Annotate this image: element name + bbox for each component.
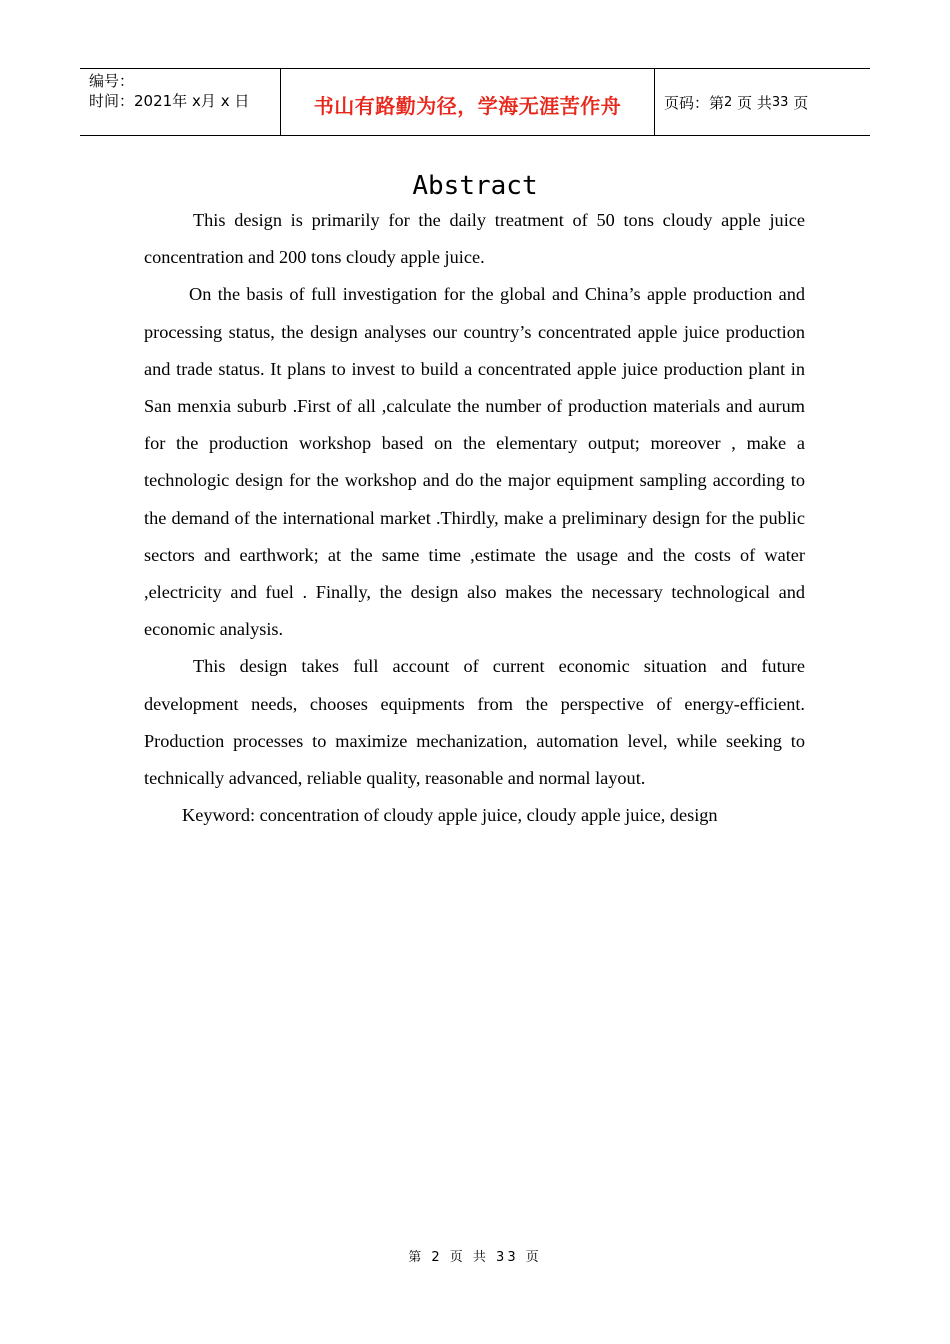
header-motto: 书山有路勤为径，学海无涯苦作舟 <box>313 93 622 118</box>
page-prefix: 页码：第 <box>664 93 725 112</box>
page-mid: 页 共 <box>737 93 772 112</box>
date-year-suffix: 年 <box>172 92 188 110</box>
header-page-cell <box>655 69 870 135</box>
page-header <box>80 68 870 136</box>
page-total-number: 33 <box>771 94 789 110</box>
date-day-suffix: 日 <box>234 92 250 110</box>
abstract-body <box>144 202 805 834</box>
date-month: x <box>192 92 201 110</box>
page-suffix: 页 <box>793 93 809 112</box>
date-year: 2021 <box>134 92 173 110</box>
header-motto-cell <box>281 69 655 135</box>
document-title: Abstract <box>412 171 538 201</box>
header-meta-cell <box>80 69 281 135</box>
document-number-label: 编号： <box>89 72 135 90</box>
page-footer: 第 2 页 共 33 页 <box>408 1250 542 1265</box>
abstract-paragraph-1: This design is primarily for the daily treatment of 50 tons cloudy apple juice concentration and 200 tons cloudy apple juice. <box>144 210 805 268</box>
document-date <box>89 91 280 111</box>
abstract-paragraph-2: On the basis of full investigation for the global and China’s apple production and processing status, the design analyses our country’s concentrated apple juice production and trade status. It plans to invest to build a concentrated apple juice production plant in San menxia suburb .First of all ,calculate the number of production materials and aurum for the production workshop based on the elementary output; moreover , make a technologic design for the workshop and do the major equipment sampling according to the demand of the international market .Thirdly, make a preliminary design for the public sectors and earthwork; at the same time ,estimate the usage and the costs of water ,electricity and fuel . Finally, the design also makes the necessary technological and economic analysis. <box>144 284 805 640</box>
date-month-suffix: 月 <box>200 92 216 110</box>
date-prefix: 时间： <box>89 92 135 110</box>
keyword-line: Keyword: concentration of cloudy apple juice, cloudy apple juice, design <box>182 805 718 826</box>
page-current-number: 2 <box>724 94 733 110</box>
abstract-paragraph-3: This design takes full account of current economic situation and future development needs, chooses equipments from the perspective of energy-efficient. Production processes to maximize mechanization, automation level, while seeking to technically advanced, reliable quality, reasonable and normal layout. <box>144 656 805 789</box>
date-day: x <box>220 92 230 110</box>
